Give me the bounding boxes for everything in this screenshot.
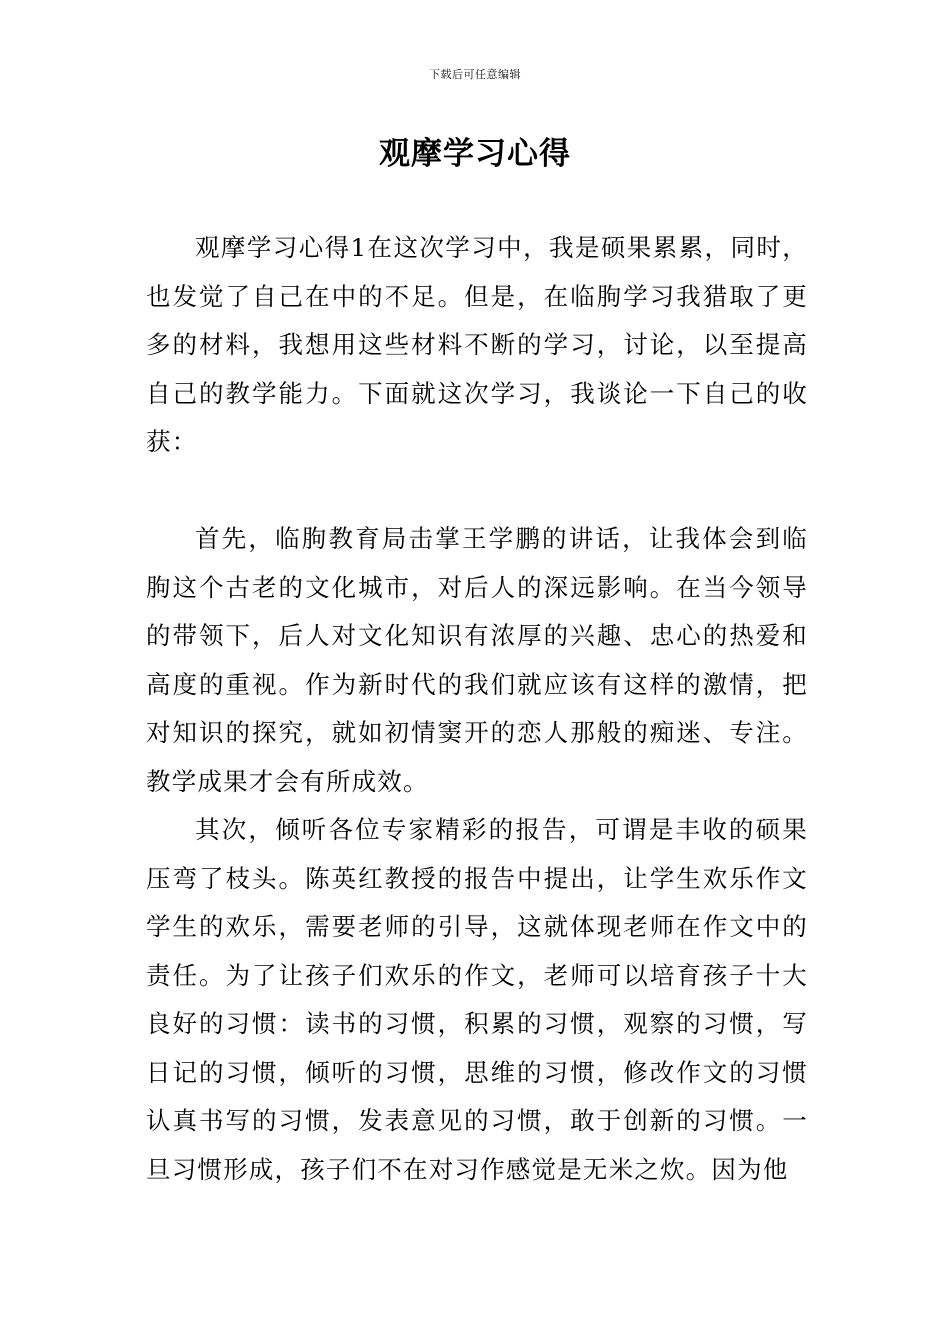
document-title: 观摩学习心得	[379, 136, 571, 172]
paragraph-1: 观摩学习心得1在这次学习中，我是硕果累累，同时，也发觉了自己在中的不足。但是，在临朐学习我猎取了更多的材料，我想用这些材料不断的学习，讨论，以至提高自己的教学能力。下面就这次学习，我谈论一下自己的收获：	[146, 233, 808, 456]
document-body	[146, 224, 808, 1194]
paragraph-3: 其次，倾听各位专家精彩的报告，可谓是丰收的硕果压弯了枝头。陈英红教授的报告中提出，让学生欢乐作文学生的欢乐，需要老师的引导，这就体现老师在作文中的责任。为了让孩子们欢乐的作文，老师可以培育孩子十大良好的习惯：读书的习惯，积累的习惯，观察的习惯，写日记的习惯，倾听的习惯，思维的习惯，修改作文的习惯认真书写的习惯，发表意见的习惯，敢于创新的习惯。一旦习惯形成，孩子们不在对习作感觉是无米之炊。因为他	[146, 815, 808, 1184]
paragraph-2: 首先，临朐教育局击掌王学鹏的讲话，让我体会到临朐这个古老的文化城市，对后人的深远影响。在当今领导的带领下，后人对文化知识有浓厚的兴趣、忠心的热爱和高度的重视。作为新时代的我们就应该有这样的激情，把对知识的探究，就如初情窦开的恋人那般的痴迷、专注。教学成果才会有所成效。	[146, 524, 808, 796]
paragraph-spacer	[146, 467, 808, 516]
page-header-note: 下载后可任意编辑	[429, 68, 521, 81]
